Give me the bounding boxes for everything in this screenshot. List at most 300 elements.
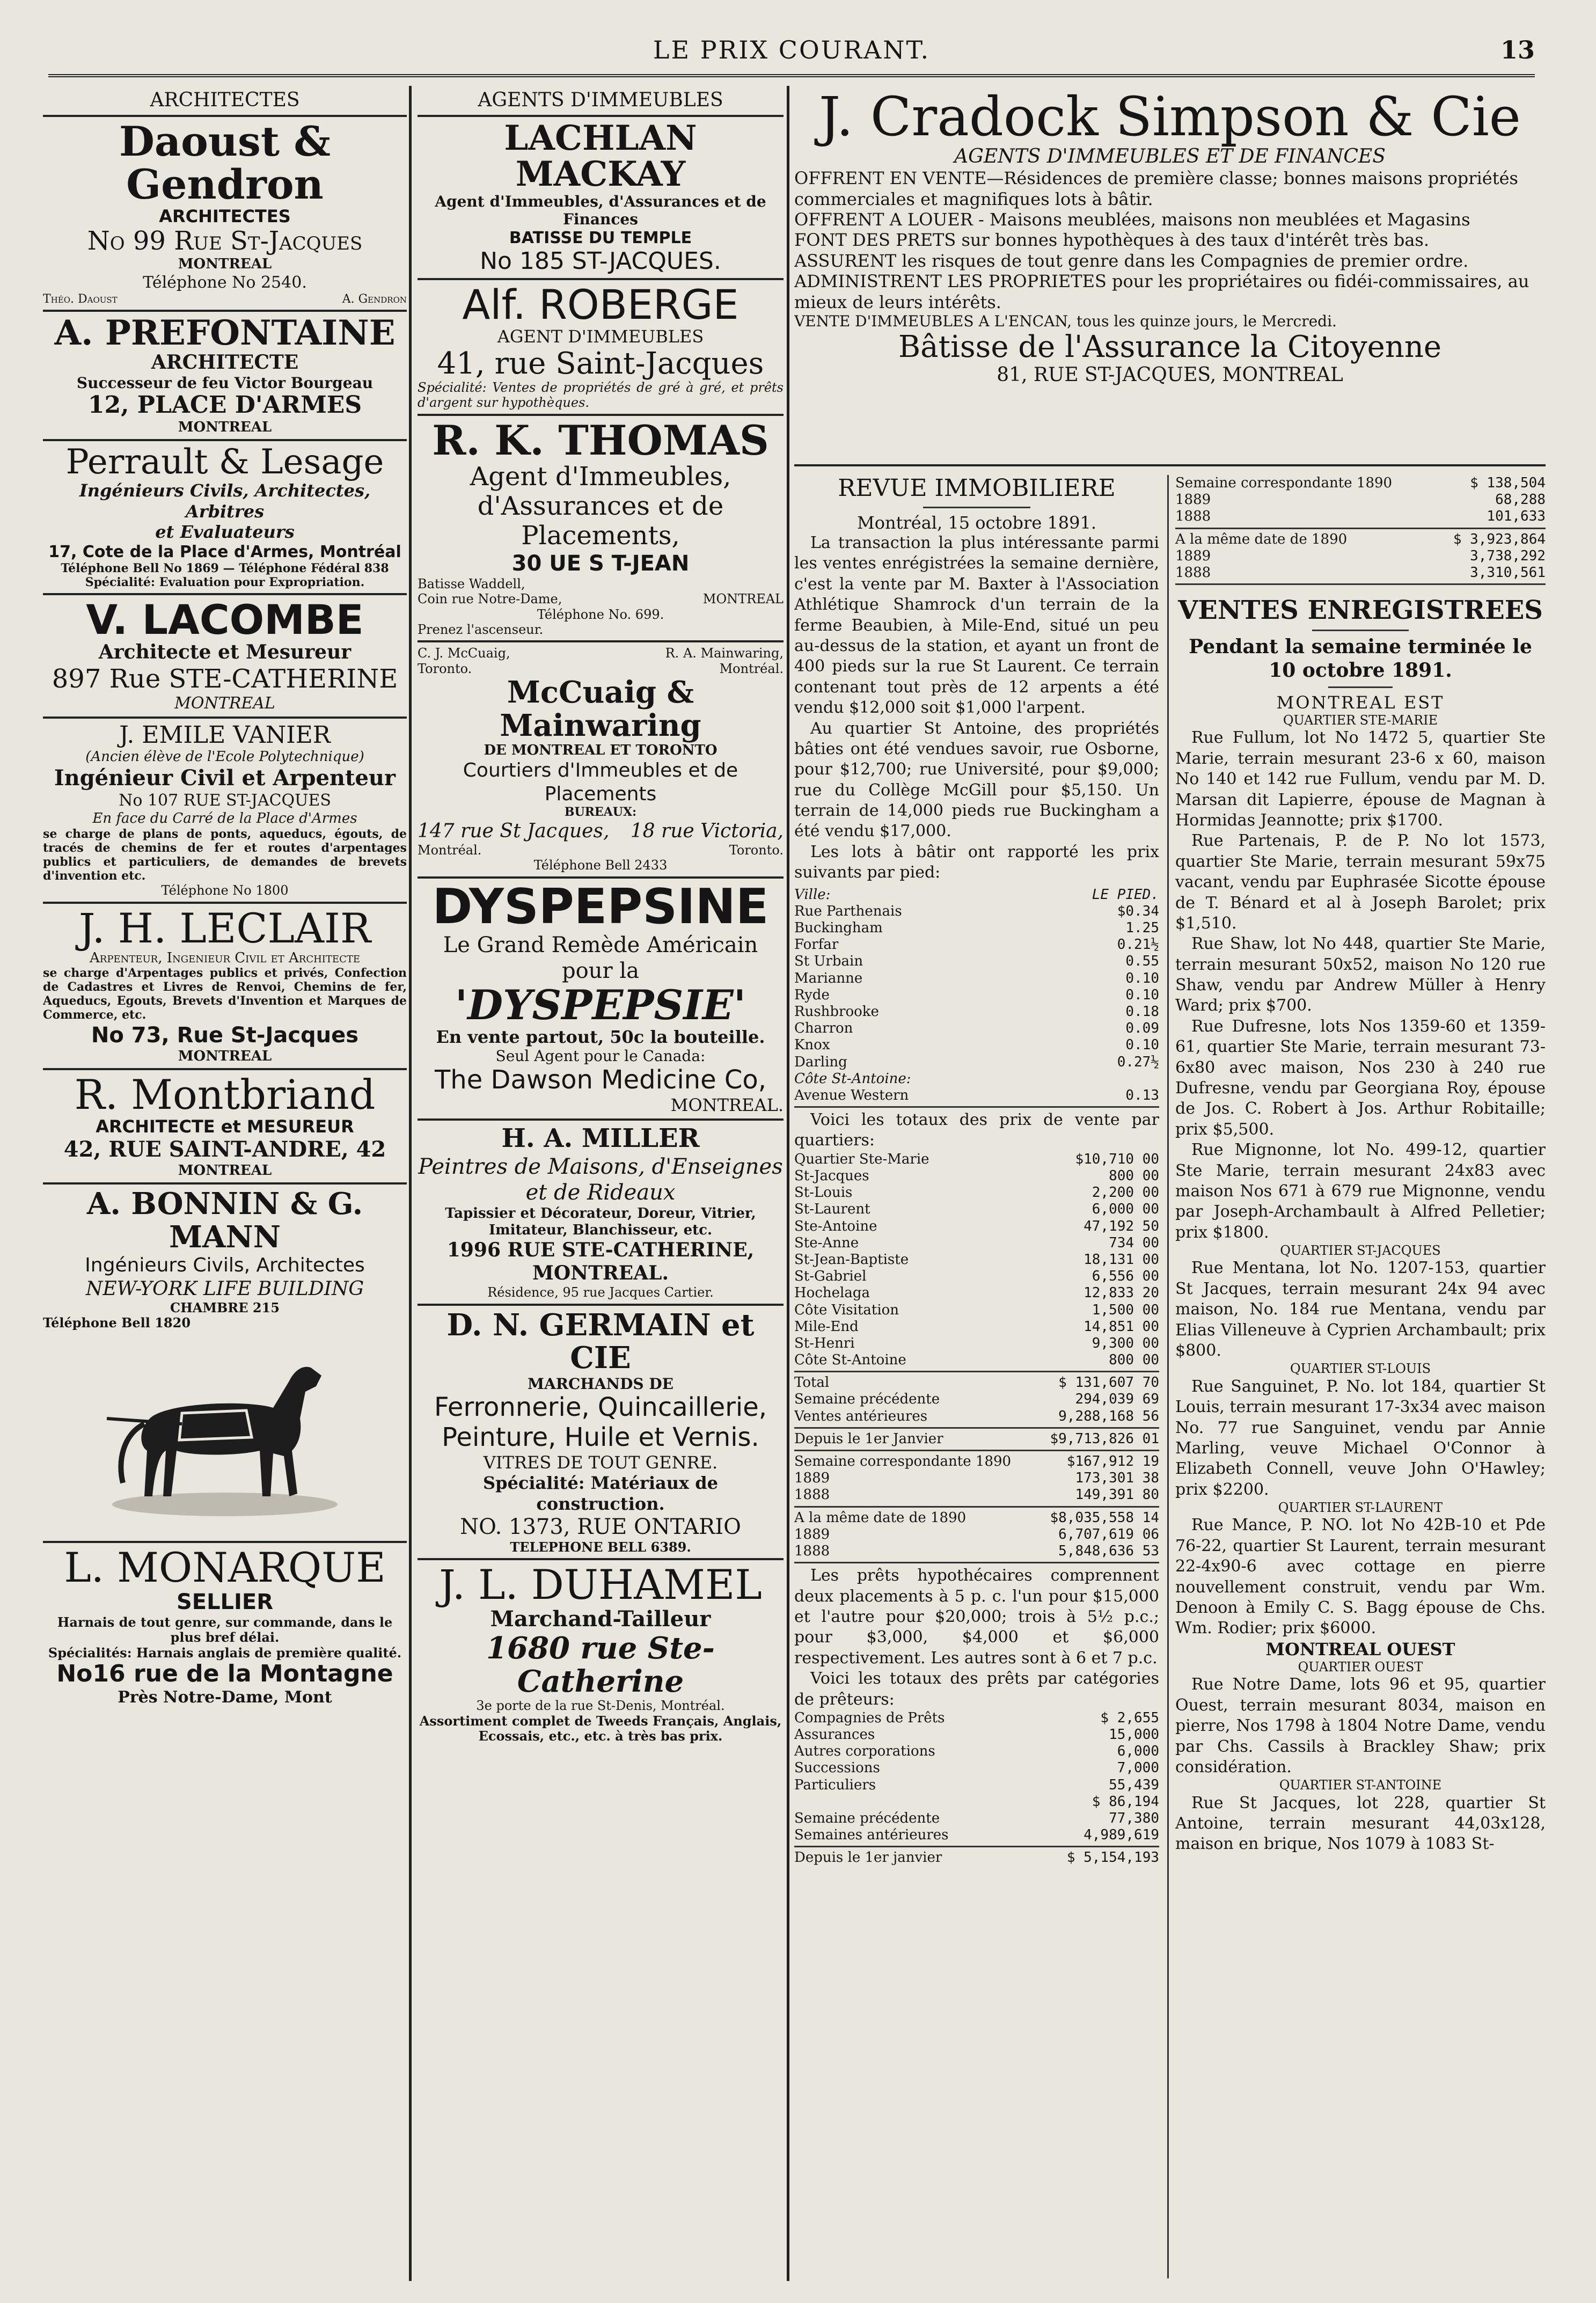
ad-building: Bâtisse de l'Assurance la Citoyenne — [898, 329, 1442, 364]
quartier-heading: QUARTIER ST-ANTOINE — [1279, 1778, 1442, 1793]
table-value: 734 00 — [1109, 1234, 1159, 1251]
table-row — [1175, 565, 1546, 581]
ad-name: J. Cradock Simpson & Cie — [819, 89, 1521, 148]
ad-role: AGENTS D'IMMEUBLES ET DE FINANCES — [954, 145, 1386, 167]
ad-room: CHAMBRE 215 — [170, 1299, 280, 1315]
table-value: 6,000 00 — [1092, 1201, 1159, 1218]
table-label: Ventes antérieures — [794, 1408, 928, 1424]
table-value: 0.18 — [1125, 1003, 1159, 1020]
sale-entries — [1175, 1515, 1546, 1639]
table-row — [794, 920, 1159, 937]
table-row — [794, 1510, 1159, 1526]
ad-building: BATISSE DU TEMPLE — [509, 228, 692, 247]
ad-description: Harnais de tout genre, sur commande, dans le plus bref délai. — [57, 1614, 393, 1646]
table-value: 0.13 — [1125, 1087, 1159, 1103]
table-label: 1888 — [794, 1542, 830, 1559]
section-title: VENTES ENREGISTREES — [1178, 595, 1543, 626]
ad-role: Marchand-Tailleur — [490, 1606, 711, 1632]
section-subtitle: Pendant la semaine terminée le 10 octobre 1891. — [1189, 635, 1532, 682]
table-value: 800 00 — [1109, 1352, 1159, 1369]
ad-phone: Téléphone Bell No 1869 — Téléphone Fédéral 838 — [61, 561, 389, 575]
ad-name: R. Montbriand — [74, 1070, 376, 1118]
section-heading: ARCHITECTES — [150, 89, 300, 111]
ad-role: ARCHITECTE — [151, 350, 299, 374]
column-architectes — [43, 89, 407, 2278]
ad-phone: Téléphone Bell 1820 — [43, 1315, 191, 1331]
table-row — [794, 937, 1159, 953]
ad-name: J. L. DUHAMEL — [439, 1561, 762, 1609]
service-line: ADMINISTRENT LES PROPRIETES pour les propriétaires ou fidéi-commissaires, au mieux de leurs intérêts. — [794, 271, 1529, 312]
ad-address: No16 rue de la Montagne — [56, 1660, 393, 1688]
table-label: Forfar — [794, 937, 839, 953]
table-row — [794, 1054, 1159, 1071]
table-value: 2,200 00 — [1092, 1185, 1159, 1201]
table-row — [794, 1235, 1159, 1252]
ad-alf-roberge — [418, 283, 784, 410]
ad-corner: Coin rue Notre-Dame, — [418, 591, 562, 607]
ad-monarque — [43, 1546, 407, 1707]
ad-daoust-gendron — [43, 120, 407, 306]
article-paragraph: Les lots à bâtir ont rapporté les prix suivants par pied: — [794, 842, 1159, 882]
table-value: 9,300 00 — [1092, 1335, 1159, 1351]
table-label: Compagnies de Prêts — [794, 1709, 945, 1726]
table-row — [794, 1252, 1159, 1268]
lot-price-list — [794, 903, 1159, 1071]
ad-address: 18 rue Victoria, — [630, 820, 784, 842]
sale-entry: Rue Notre Dame, lots 96 et 95, quartier Ouest, terrain mesurant 8034, maison en pierre, Nos 1798 à 1804 Notre Dame, vendu par Chs. Cassils à Brackley Shaw; prix considération. — [1175, 1675, 1546, 1776]
ad-address: 42, RUE SAINT-ANDRE, 42 — [63, 1136, 386, 1162]
table-value: 0.27½ — [1117, 1054, 1159, 1070]
table-value: $ 2,655 — [1100, 1709, 1159, 1726]
ad-specialty: Spécialités: Harnais anglais de première qualité. — [48, 1644, 402, 1661]
table-label: Ryde — [794, 986, 830, 1003]
table-value: $10,710 00 — [1075, 1151, 1159, 1167]
table-label: Côte St-Antoine — [794, 1352, 906, 1369]
revue-immobiliere — [794, 475, 1159, 1867]
ad-cradock-simpson — [794, 89, 1546, 386]
article-date: Montréal, 15 octobre 1891. — [856, 512, 1097, 533]
column-cradock-revue — [794, 89, 1546, 2278]
ad-city: MONTREAL — [178, 256, 272, 273]
table-value: 0.10 — [1125, 986, 1159, 1003]
table-row — [794, 1760, 1159, 1776]
table-row — [794, 1352, 1159, 1369]
table-row — [794, 953, 1159, 970]
ad-building: NEW-YORK LIFE BUILDING — [85, 1277, 364, 1300]
table-row — [794, 1285, 1159, 1302]
table-value: 173,301 38 — [1075, 1470, 1159, 1487]
sale-entries — [1175, 1675, 1546, 1778]
table-value: 294,039 69 — [1075, 1391, 1159, 1408]
lot-price-list — [794, 1087, 1159, 1104]
table-label: Total — [794, 1375, 830, 1391]
table-label: Semaine correspondante 1890 — [1175, 475, 1393, 491]
table-label: Ville: — [794, 886, 831, 903]
table-label: Darling — [794, 1054, 847, 1070]
article-paragraph: Les prêts hypothécaires comprennent deux placements à 5 p. c. l'un pour $15,000 et l'autre pour $20,000; trois à 5½ p.c.; pour $3,000, $4,000 et $6,000 respectivement. Les autres sont à 6 et 7 p.c. — [794, 1566, 1159, 1668]
table-row — [794, 1218, 1159, 1235]
table-row — [794, 1470, 1159, 1487]
ad-address: 147 rue St Jacques, — [418, 820, 610, 842]
table-value: 149,391 80 — [1075, 1487, 1159, 1503]
table-row — [794, 1391, 1159, 1408]
column-agents-immeubles — [418, 89, 784, 2278]
ventes-enregistrees — [1175, 475, 1546, 1855]
article-paragraph: Voici les totaux des prêts par catégories de prêteurs: — [794, 1669, 1159, 1709]
ad-address: 81, RUE ST-JACQUES, MONTREAL — [997, 364, 1343, 386]
ad-company: The Dawson Medicine Co, — [434, 1064, 767, 1095]
ad-specialty: Spécialité: Matériaux de construction. — [483, 1473, 718, 1514]
table-label: St-Louis — [794, 1185, 853, 1201]
table-value: $8,035,558 14 — [1050, 1509, 1159, 1526]
table-label: Ste-Antoine — [794, 1218, 877, 1234]
table-row — [1175, 492, 1546, 508]
table-row — [794, 1743, 1159, 1760]
table-value: 1.25 — [1125, 920, 1159, 936]
ad-mccuaig-mainwaring — [418, 646, 784, 873]
ytd-comparison — [1175, 531, 1546, 582]
ad-jl-duhamel — [418, 1563, 784, 1744]
table-row — [794, 1087, 1159, 1104]
table-value: 0.21½ — [1117, 937, 1159, 953]
ad-name: V. LACOMBE — [86, 595, 364, 644]
ad-role-2: et Evaluateurs — [155, 522, 295, 543]
lender-list — [794, 1710, 1159, 1794]
table-value: 6,000 — [1117, 1743, 1159, 1760]
table-value: 3,310,561 — [1470, 564, 1546, 581]
column-rule — [787, 86, 789, 2281]
table-value: $167,912 19 — [1066, 1453, 1159, 1470]
table-label: Depuis le 1er janvier — [794, 1849, 942, 1866]
column-rule — [1167, 475, 1169, 2278]
table-label: Semaine précédente — [794, 1810, 940, 1827]
table-value: 0.10 — [1125, 1037, 1159, 1054]
loan-totals — [794, 1810, 1159, 1844]
ad-name: Alf. ROBERGE — [462, 281, 739, 329]
sale-entries — [1175, 1258, 1546, 1361]
ad-partner-left: Théo. Daoust — [43, 292, 118, 306]
table-value: 12,833 20 — [1083, 1285, 1159, 1302]
ad-ha-miller — [418, 1124, 784, 1300]
ad-city: Toronto. — [729, 842, 784, 858]
ad-specialty: Spécialité: Evaluation pour Expropriation. — [85, 575, 365, 589]
ad-description: Tapissier et Décorateur, Doreur, Vitrier, Imitateur, Blanchisseur, etc. — [445, 1205, 756, 1238]
ad-role: Peintres de Maisons, d'Enseignes et de Rideaux — [418, 1154, 783, 1205]
ad-services — [794, 168, 1546, 330]
ad-address: 12, PLACE D'ARMES — [87, 391, 362, 419]
ad-city: MONTREAL — [178, 419, 272, 436]
table-row — [794, 1185, 1159, 1201]
ad-role: Ingénieurs Civils, Architectes, Arbitres — [79, 480, 371, 522]
table-label: Côte Visitation — [794, 1302, 899, 1318]
table-row — [1175, 548, 1546, 565]
table-label: 1889 — [1175, 492, 1211, 508]
ad-montbriand — [43, 1070, 407, 1179]
district-heading: MONTREAL OUEST — [1265, 1639, 1455, 1659]
table-value: 101,633 — [1487, 508, 1546, 525]
table-label: Assurances — [794, 1727, 875, 1743]
horse-illustration — [43, 1343, 407, 1528]
ad-residence: Résidence, 95 rue Jacques Cartier. — [487, 1285, 714, 1300]
table-row — [794, 1302, 1159, 1319]
page-number: 13 — [1500, 35, 1535, 64]
table-label: Successions — [794, 1760, 880, 1776]
table-label: Autres corporations — [794, 1743, 935, 1760]
table-value: $ 131,607 70 — [1058, 1375, 1159, 1391]
table-value: 3,738,292 — [1470, 547, 1546, 564]
sale-entries — [1175, 728, 1546, 1243]
ad-role: Agent d'Immeubles, — [470, 461, 731, 492]
ad-name: A. BONNIN & G. MANN — [86, 1186, 363, 1255]
sale-entry: Rue Mignonne, lot No. 499-12, quartier Ste Marie, terrain mesurant 24x83 avec maison Nos 671 à 679 rue Mignonne, vendu par Joseph-Archambault à Alfred Pelletier; prix $1800. — [1175, 1140, 1546, 1242]
table-value: $ 138,504 — [1470, 475, 1546, 491]
article-title: REVUE IMMOBILIERE — [838, 474, 1116, 502]
ad-name: A. PREFONTAINE — [54, 312, 396, 353]
ad-location: DE MONTREAL ET TORONTO — [484, 742, 718, 759]
table-label: Mile-End — [794, 1318, 859, 1335]
ad-dn-germain — [418, 1309, 784, 1555]
table-row — [794, 1526, 1159, 1543]
table-value: 7,000 — [1117, 1760, 1159, 1776]
table-row — [794, 1727, 1159, 1743]
table-row — [794, 1168, 1159, 1185]
ad-address: 41, rue Saint-Jacques — [437, 346, 764, 381]
table-value: 5,848,636 53 — [1058, 1542, 1159, 1559]
table-label: St-Jacques — [794, 1168, 869, 1185]
table-value: 14,851 00 — [1083, 1318, 1159, 1335]
ad-address: No 73, Rue St-Jacques — [91, 1022, 359, 1048]
ad-address: 17, Cote de la Place d'Armes, Montréal — [48, 542, 401, 561]
table-row — [794, 1453, 1159, 1470]
sale-entry: Rue Sanguinet, P. No. lot 184, quartier St Louis, terrain mesurant 17-3x34 avec maison No. 77 rue Sanguinet, vendu par Annie Marling, veuve Michael O'Connor à Elizabeth Connell, veuve John O'Hawley; prix $2200. — [1175, 1377, 1546, 1499]
sale-entries — [1175, 1793, 1546, 1855]
table-row — [794, 1710, 1159, 1727]
table-label: Rushbrooke — [794, 1003, 879, 1020]
table-label: Particuliers — [794, 1776, 876, 1793]
service-line: OFFRENT A LOUER - Maisons meublées, maisons non meublées et Magasins — [794, 209, 1470, 230]
ad-location: Près Notre-Dame, Mont — [118, 1687, 332, 1707]
ad-role: Ingénieurs Civils, Architectes — [85, 1254, 365, 1277]
ad-phone: TELEPHONE BELL 6389. — [510, 1539, 691, 1555]
ad-tagline-2: pour la — [562, 959, 639, 983]
table-row — [1175, 508, 1546, 525]
ad-name: Perrault & Lesage — [65, 442, 384, 482]
ad-lacombe — [43, 595, 407, 713]
ad-role: Ingénieur Civil et Arpenteur — [54, 765, 396, 791]
partner-name: R. A. Mainwaring, — [665, 646, 784, 661]
partner-city: Toronto. — [418, 661, 472, 676]
table-row — [794, 1037, 1159, 1054]
table-value: 55,439 — [1109, 1776, 1159, 1793]
service-line: OFFRENT EN VENTE—Résidences de première classe; bonnes maisons propriétés commerciales et magnifiques lots à bâtir. — [794, 168, 1518, 209]
table-value: 15,000 — [1109, 1727, 1159, 1743]
ad-address: No 107 RUE ST-JACQUES — [119, 791, 331, 810]
ad-name: D. N. GERMAIN et CIE — [446, 1307, 755, 1376]
table-value: 18,131 00 — [1083, 1251, 1159, 1268]
ad-specialty: Spécialité: Ventes de propriétés de gré à gré, et prêts d'argent sur hypothèques. — [418, 380, 784, 411]
quartier-totals-list — [794, 1151, 1159, 1369]
ad-agent: Seul Agent pour le Canada: — [495, 1047, 706, 1065]
ad-phone: Téléphone Bell 2433 — [533, 858, 668, 873]
ad-role: Architecte et Mesureur — [98, 641, 352, 664]
ad-phone: Téléphone No. 699. — [537, 606, 664, 622]
ad-successor: Successeur de feu Victor Bourgeau — [76, 374, 374, 392]
ad-address: 1996 RUE STE-CATHERINE, MONTREAL. — [446, 1238, 755, 1285]
table-label: Ste-Anne — [794, 1234, 859, 1251]
ad-note: (Ancien élève de l'Ecole Polytechnique) — [85, 749, 364, 765]
ad-description: se charge d'Arpentages publics et privés, Confection de Cadastres et Livres de Renvoi, Chemins de fer, Aqueducs, Egouts, Brevets d'Invention et Marques de Commerce, etc. — [43, 966, 407, 1022]
ad-description: Assortiment complet de Tweeds Français, Anglais, Ecossais, etc., etc. à très bas prix. — [419, 1713, 782, 1744]
district-heading: MONTREAL EST — [1276, 692, 1445, 713]
table-value: 9,288,168 56 — [1058, 1408, 1159, 1424]
ad-city: MONTREAL — [702, 591, 784, 607]
totals-list — [794, 1375, 1159, 1425]
table-label: 1889 — [794, 1526, 830, 1542]
ad-name: H. A. MILLER — [501, 1123, 700, 1154]
table-row — [794, 1487, 1159, 1503]
table-label: St Urbain — [794, 953, 863, 970]
partner-name: C. J. McCuaig, — [418, 646, 510, 661]
table-row — [794, 1408, 1159, 1425]
table-row — [794, 1777, 1159, 1794]
sale-entry: Rue Fullum, lot No 1472 5, quartier Ste Marie, terrain mesurant 23-6 x 60, maison No 140 et 142 rue Fullum, vendu par M. D. Marsan dit Lapierre, épouse de Magnan à Hormidas Jeannotte; prix $1700. — [1175, 728, 1546, 830]
ad-name: J. EMILE VANIER — [119, 721, 331, 749]
ad-building: Batisse Waddell, — [418, 576, 525, 592]
ad-role: MARCHANDS DE — [528, 1375, 673, 1393]
table-value: 800 00 — [1109, 1168, 1159, 1185]
quartier-heading: QUARTIER OUEST — [1298, 1659, 1423, 1675]
service-line: FONT DES PRETS sur bonnes hypothèques à des taux d'intérêt très bas. — [794, 230, 1430, 251]
section-heading: AGENTS D'IMMEUBLES — [478, 89, 723, 111]
article-paragraph: La transaction la plus intéressante parmi les ventes enrégistrées la semaine dernière, c'est la vente par M. Baxter à l'Association Athlétique Shamrock d'un terrain de la ferme Beaubien, à Mile-End, situé un peu au-dessus de la station, et ayant un front de 400 pieds sur la rue St Laurent. Ce terrain contenant tout près de 12 arpents a été vendu $12,000 soit $1,000 l'arpent. — [794, 533, 1159, 718]
ad-name: R. K. THOMAS — [432, 416, 769, 464]
ytd-comparison — [794, 1510, 1159, 1560]
table-row — [794, 1810, 1159, 1827]
table-label: Semaine correspondante 1890 — [794, 1453, 1012, 1470]
table-row — [794, 1151, 1159, 1168]
quartier-heading: QUARTIER ST-LAURENT — [1278, 1500, 1443, 1516]
quartier-heading: QUARTIER STE-MARIE — [1283, 713, 1438, 728]
ad-vanier — [43, 722, 407, 898]
service-line: ASSURENT les risques de tout genre dans les Compagnies de premier ordre. — [794, 250, 1469, 271]
table-label: Quartier Ste-Marie — [794, 1151, 929, 1167]
ad-dyspepsine — [418, 878, 784, 1116]
ad-address: NO. 1373, RUE ONTARIO — [460, 1514, 741, 1539]
table-value: 0.55 — [1125, 953, 1159, 970]
ad-city: MONTREAL. — [670, 1094, 784, 1115]
table-value: $9,713,826 01 — [1050, 1430, 1159, 1447]
ad-rk-thomas — [418, 416, 784, 638]
table-value: 0.09 — [1125, 1020, 1159, 1037]
ad-address: No 185 ST-JACQUES. — [480, 247, 721, 275]
ad-location: En face du Carré de la Place d'Armes — [92, 810, 357, 827]
ad-address: 897 Rue STE-CATHERINE — [52, 663, 398, 694]
table-row — [794, 903, 1159, 920]
table-row — [794, 1827, 1159, 1844]
table-value: $ 86,194 — [1092, 1793, 1159, 1810]
ad-goods-3: VITRES DE TOUT GENRE. — [483, 1452, 718, 1473]
table-label: Charron — [794, 1020, 853, 1037]
table-label: Hochelaga — [794, 1285, 870, 1302]
ad-bonnin-mann — [43, 1188, 407, 1330]
table-label: 1888 — [1175, 508, 1211, 525]
ad-name: LACHLAN MACKAY — [504, 118, 697, 195]
table-row — [794, 1335, 1159, 1352]
newspaper-title: LE PRIX COURANT. — [653, 35, 931, 64]
ad-city: MONTREAL — [178, 1162, 272, 1179]
table-value: 0.10 — [1125, 970, 1159, 986]
ad-partner-right: A. Gendron — [342, 292, 407, 306]
table-row — [794, 1268, 1159, 1285]
ad-name: DYSPEPSINE — [432, 878, 769, 935]
table-value: 6,556 00 — [1092, 1268, 1159, 1285]
table-label: 1889 — [1175, 547, 1211, 564]
ad-tagline: Le Grand Remède Américain — [443, 933, 758, 957]
ad-address: 30 UE S T-JEAN — [511, 551, 690, 576]
table-label: 1888 — [1175, 564, 1211, 581]
table-label: Avenue Western — [794, 1087, 909, 1103]
table-value: 6,707,619 06 — [1058, 1526, 1159, 1542]
quartier-heading: QUARTIER ST-LOUIS — [1290, 1361, 1431, 1377]
table-value: $ 5,154,193 — [1066, 1849, 1159, 1866]
ad-note: Prenez l'ascenseur. — [418, 622, 544, 638]
table-label: Knox — [794, 1037, 830, 1054]
table-row — [794, 987, 1159, 1004]
ad-city: MONTREAL — [174, 693, 275, 713]
sale-entry: Rue St Jacques, lot 228, quartier St Antoine, terrain mesurant 44,03x128, maison en brique, Nos 1079 à 1083 St- — [1175, 1793, 1546, 1854]
page-header — [48, 31, 1535, 77]
table-header: LE PIED. — [1092, 886, 1159, 903]
ad-name: McCuaig & Mainwaring — [500, 674, 701, 743]
table-value: $ 3,923,864 — [1453, 531, 1546, 547]
ad-role-2: d'Assurances et de Placements, — [477, 491, 724, 551]
ad-phone: Téléphone No 2540. — [143, 273, 307, 292]
table-label: 1889 — [794, 1470, 830, 1487]
table-value: 68,288 — [1495, 492, 1546, 508]
ad-lachlan-mackay — [418, 120, 784, 275]
table-value: 1,500 00 — [1092, 1302, 1159, 1318]
ad-name: Daoust & Gendron — [119, 118, 331, 208]
table-label: 1888 — [794, 1487, 830, 1503]
ad-leclair — [43, 904, 407, 1065]
column-rule — [409, 86, 412, 2281]
table-row — [794, 1543, 1159, 1560]
sale-entry: Rue Shaw, lot No 448, quartier Ste Marie, terrain mesurant 50x52, maison No 120 rue Shaw, vendu par Andrew Müller à Henry Ward; prix $700. — [1175, 934, 1546, 1015]
ad-prefontaine — [43, 312, 407, 436]
ad-price: En vente partout, 50c la bouteille. — [436, 1026, 765, 1047]
table-row — [794, 1201, 1159, 1218]
ad-address: 1680 rue Ste-Catherine — [486, 1631, 715, 1699]
table-row — [1175, 475, 1546, 492]
table-row — [794, 1375, 1159, 1391]
table-label: A la même date de 1890 — [794, 1509, 967, 1526]
ad-perrault-lesage — [43, 444, 407, 589]
ad-location: 3e porte de la rue St-Denis, Montréal. — [476, 1698, 725, 1714]
table-label: St-Laurent — [794, 1201, 870, 1218]
table-row — [1175, 531, 1546, 548]
ad-name: L. MONARQUE — [64, 1544, 386, 1592]
table-row — [794, 1319, 1159, 1335]
table-label: A la même date de 1890 — [1175, 531, 1348, 547]
table-label: Côte St-Antoine: — [794, 1070, 911, 1087]
sale-entry: Rue Dufresne, lots Nos 1359-60 et 1359-61, quartier Ste Marie, terrain mesurant 73-6x80 avec maison, Nos 230 à 240 rue Dufresne, vendu par Georgiana Roy, épouse de Jos. C. Robert à Jos. Arthur Robitaille; prix $5,500. — [1175, 1017, 1546, 1139]
table-value: $0.34 — [1117, 903, 1159, 919]
ad-description: se charge de plans de ponts, aqueducs, égouts, de tracés de chemins de fer et routes d'arpentages publics et particuliers, de demandes de brevets d'invention etc. — [43, 827, 407, 883]
sale-entry: Rue Partenais, P. de P. No lot 1573, quartier Ste Marie, terrain mesurant 59x75 vacant, vendu par Euphrasée Sicotte épouse de T. Bénard et al à Joseph Barolet; prix $1,510. — [1175, 831, 1546, 933]
partner-city: Montréal. — [719, 661, 784, 676]
ad-role: ARCHITECTE et MESUREUR — [96, 1116, 354, 1137]
service-line: VENTE D'IMMEUBLES A L'ENCAN, tous les quinze jours, le Mercredi. — [794, 312, 1337, 330]
